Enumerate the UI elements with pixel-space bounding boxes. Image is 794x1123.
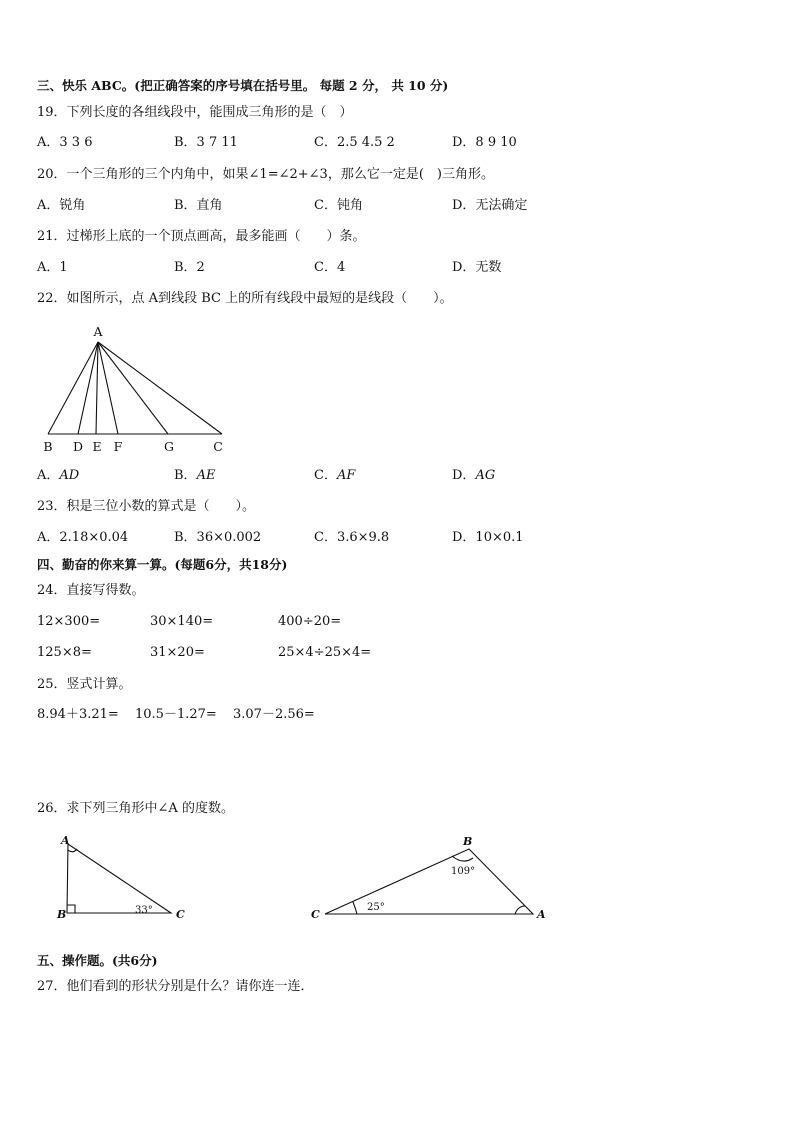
q22-option-b: B．AE [174,468,216,483]
q21-option-a: A．1 [37,260,68,275]
section-5-heading: 五、操作题。(共6分) [37,953,158,968]
q22-option-c: C．AF [314,468,356,483]
q21-option-c: C．4 [314,260,346,275]
question-19: 19．下列长度的各组线段中，能围成三角形的是（ ） [37,105,353,120]
q19-option-b: B．3 7 11 [174,135,238,150]
q25-item-2: 10.5－1.27= [135,707,217,722]
fig-label-a: A [93,324,103,339]
q20-option-b: B．直角 [174,198,223,213]
fig-label-e: E [92,439,102,454]
q23-option-c: C．3.6×9.8 [314,530,390,545]
question-24: 24．直接写得数。 [37,583,145,598]
q24-item-3: 400÷20= [278,614,342,629]
fig-label-f: F [113,439,123,454]
tri1-label-a: A [61,834,70,847]
tri2-angle-c: 25° [367,902,385,913]
fig-label-c: C [213,439,223,454]
question-23: 23．积是三位小数的算式是（ ）。 [37,499,256,514]
question-26: 26．求下列三角形中∠A 的度数。 [37,801,234,816]
q21-option-d: D．无数 [452,260,502,275]
tri2-label-a: A [537,908,546,921]
q20-option-c: C．钝角 [314,198,363,213]
q20-option-d: D．无法确定 [452,198,528,213]
q22-option-a: A．AD [37,468,80,483]
q22-option-d: D．AG [452,468,496,483]
tri2-label-b: B [463,835,473,848]
q19-option-c: C．2.5 4.5 2 [314,135,395,150]
q25-item-3: 3.07－2.56= [233,707,315,722]
question-21: 21．过梯形上底的一个顶点画高，最多能画（ ）条。 [37,229,366,244]
q24-item-1: 12×300= [37,614,101,629]
q26-right-triangle-figure [55,832,195,924]
q24-item-5: 31×20= [150,645,205,660]
q24-item-6: 25×4÷25×4= [278,645,372,660]
tri1-label-c: C [176,908,185,921]
question-25: 25．竖式计算。 [37,677,132,692]
fig-label-b: B [43,439,53,454]
section-4-heading: 四、勤奋的你来算一算。(每题6分，共18分) [37,557,288,572]
fig-label-g: G [164,439,174,454]
question-27: 27．他们看到的形状分别是什么？请你连一连． [37,979,314,994]
q24-item-2: 30×140= [150,614,214,629]
q21-option-b: B．2 [174,260,205,275]
q19-option-d: D．8 9 10 [452,135,517,150]
section-3-heading: 三、快乐 ABC。(把正确答案的序号填在括号里。 每题 2 分， 共 10 分) [37,78,449,93]
q19-option-a: A．3 3 6 [37,135,93,150]
q25-item-1: 8.94＋3.21= [37,707,119,722]
q22-triangle-figure [38,320,238,458]
tri1-angle-c: 33° [135,905,153,916]
q23-option-a: A．2.18×0.04 [37,530,129,545]
q26-obtuse-triangle-figure [305,832,560,927]
q24-item-4: 125×8= [37,645,92,660]
fig-label-d: D [72,439,84,454]
tri2-label-c: C [311,908,320,921]
tri2-angle-b: 109° [451,866,476,877]
q23-option-b: B．36×0.002 [174,530,262,545]
question-22: 22．如图所示，点 A到线段 BC 上的所有线段中最短的是线段（ ）。 [37,291,453,306]
q20-option-a: A．锐角 [37,198,86,213]
q23-option-d: D．10×0.1 [452,530,524,545]
question-20: 20．一个三角形的三个内角中，如果∠1=∠2+∠3，那么它一定是( )三角形。 [37,167,494,182]
tri1-label-b: B [57,908,67,921]
